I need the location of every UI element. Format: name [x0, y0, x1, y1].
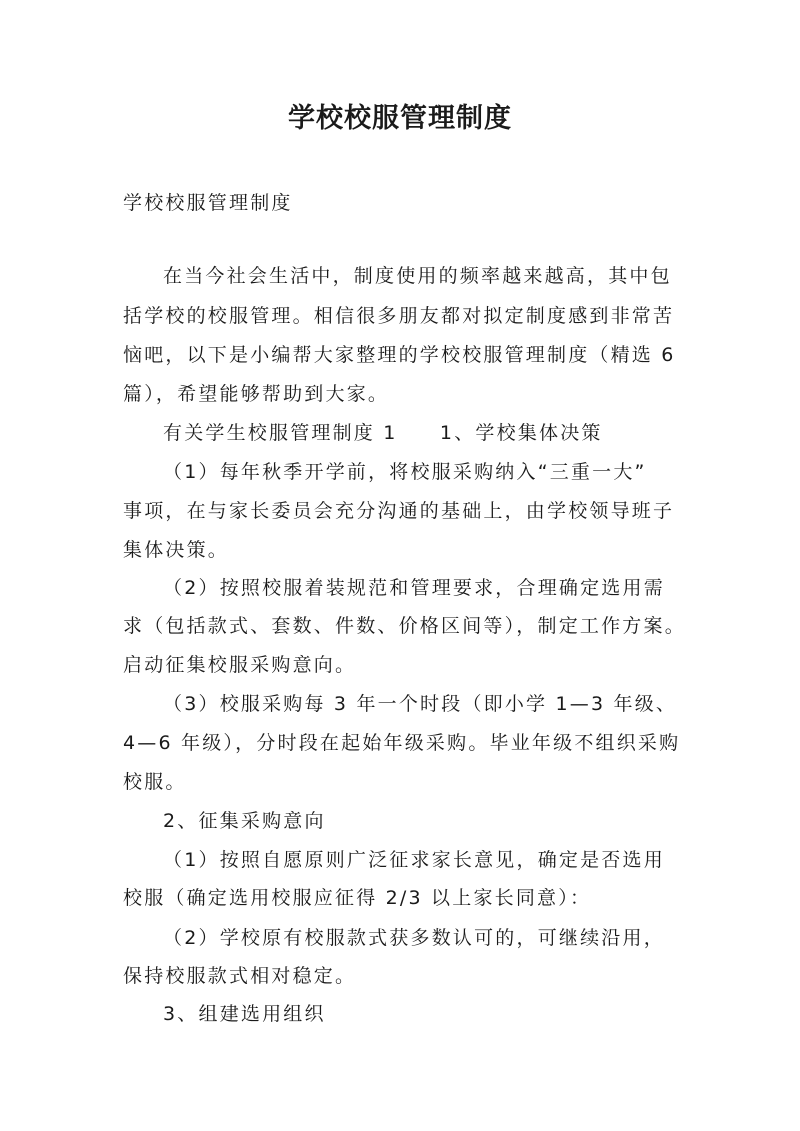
- document-subtitle: 学校校服管理制度: [123, 192, 293, 214]
- section-heading: 2、征集采购意向: [163, 810, 326, 832]
- paragraph-line: 保持校服款式相对稳定。: [123, 965, 357, 987]
- paragraph-line: 事项，在与家长委员会充分沟通的基础上，由学校领导班子: [123, 500, 675, 522]
- paragraph-line: （1）按照自愿原则广泛征求家长意见，确定是否选用: [163, 849, 665, 871]
- paragraph-line: 启动征集校服采购意向。: [123, 654, 357, 676]
- paragraph-line: 恼吧，以下是小编帮大家整理的学校校服管理制度（精选 6: [123, 344, 676, 366]
- paragraph-line: （2）学校原有校服款式获多数认可的，可继续沿用，: [163, 927, 665, 949]
- section-heading: 3、组建选用组织: [163, 1003, 326, 1025]
- paragraph-line: 校服。: [123, 771, 187, 793]
- paragraph-line: 校服（确定选用校服应征得 2/3 以上家长同意）：: [123, 887, 592, 909]
- paragraph-line: （2）按照校服着装规范和管理要求，合理确定选用需: [163, 577, 665, 599]
- paragraph-line: （1）每年秋季开学前，将校服采购纳入“三重一大”: [163, 461, 647, 483]
- paragraph-line: （3）校服采购每 3 年一个时段（即小学 1—3 年级、: [163, 693, 678, 715]
- section-heading: 有关学生校服管理制度 1 1、学校集体决策: [163, 422, 603, 444]
- paragraph-line: 求（包括款式、套数、件数、价格区间等），制定工作方案。: [123, 615, 686, 637]
- paragraph-line: 篇），希望能够帮助到大家。: [123, 383, 390, 405]
- paragraph-line: 在当今社会生活中，制度使用的频率越来越高，其中包: [163, 265, 672, 287]
- paragraph-line: 括学校的校服管理。相信很多朋友都对拟定制度感到非常苦: [123, 305, 675, 327]
- paragraph-line: 4—6 年级），分时段在起始年级采购。毕业年级不组织采购: [123, 732, 681, 754]
- document-title: 学校校服管理制度: [288, 103, 512, 134]
- paragraph-line: 集体决策。: [123, 539, 230, 561]
